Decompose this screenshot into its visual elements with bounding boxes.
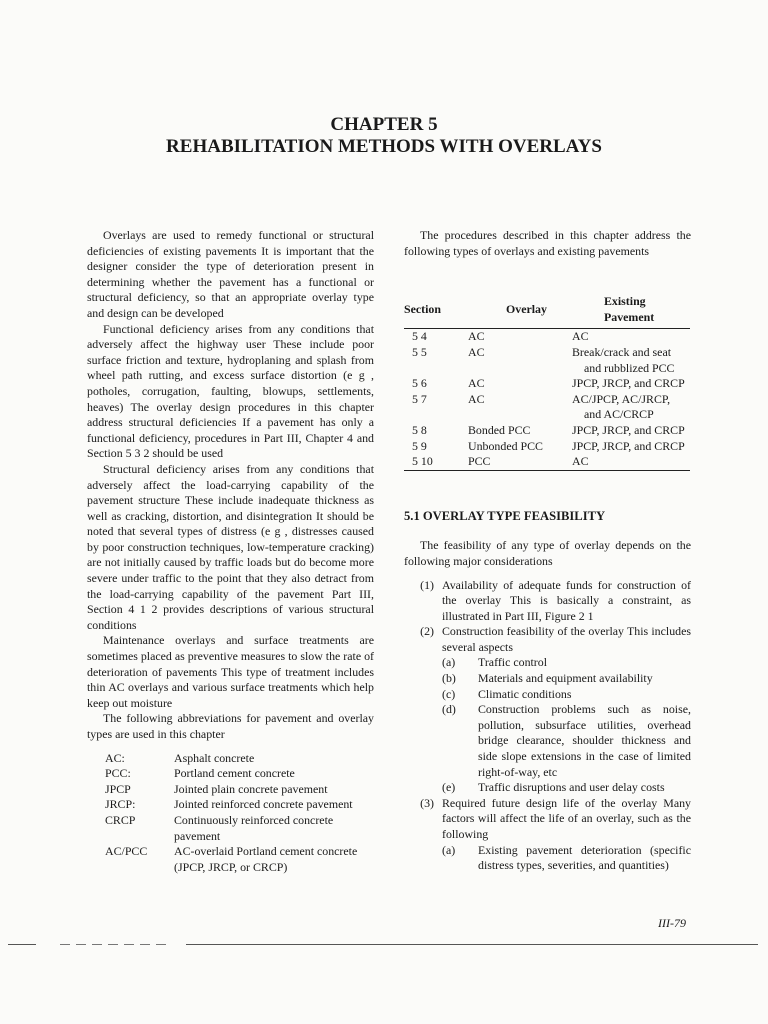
chapter-number: CHAPTER 5 [330, 114, 438, 135]
cell-section: 5 6 [412, 376, 427, 391]
considerations-list [404, 578, 691, 874]
abbreviation-definition: Jointed plain concrete pavement [174, 781, 328, 796]
sub-item [442, 702, 691, 780]
abbreviation-definition: Asphalt concrete [174, 750, 255, 765]
cell-section: 5 9 [412, 438, 427, 453]
cell-existing [572, 329, 690, 345]
list-item-content [442, 796, 691, 874]
table-row [404, 439, 690, 455]
cell-existing-line: JPCP, JRCP, and CRCP [572, 438, 685, 453]
page-number: III-79 [658, 916, 686, 930]
cell-existing-line: JPCP, JRCP, and CRCP [572, 376, 685, 391]
list-item-text: Availability of adequate funds for construction of the overlay This is basically a constraint, as illustrated in Part III, Figure 2 1 [442, 577, 691, 623]
cell-existing [572, 376, 690, 392]
abbreviation-row [87, 782, 374, 798]
sub-item-text: Construction problems such as noise, pollution, subsurface utilities, overhead bridge clearance, shoulder thickness and side slope extensions in the case of limited right-of-way, etc [478, 702, 691, 779]
list-item [404, 796, 691, 874]
table-row [404, 454, 690, 470]
paragraph: Structural deficiency arises from any conditions that adversely affect the load-carrying capability of the pavement structure These include inadequate thickness as well as cracking, distortion, and disintegration It should be noted that several types of distress (e g , distresses caused by poor construction techniques, low-temperature cracking) are not initially caused by traffic loads but do become more severe under traffic to the point that they also detract from the load-carrying capability of the pavement Part III, Section 4 1 2 provides descriptions of various structural conditions [87, 461, 374, 632]
cell-overlay: AC [468, 329, 485, 344]
cell-overlay: Bonded PCC [468, 422, 531, 437]
paragraph: The following abbreviations for pavement and overlay types are used in this chapter [87, 711, 374, 741]
cell-existing-line: AC [572, 454, 589, 469]
cell-section: 5 5 [412, 344, 427, 359]
cell-existing-line: AC [572, 329, 589, 344]
sub-item [442, 780, 691, 796]
sub-item-number: (b) [442, 671, 456, 686]
table-row [404, 345, 690, 376]
list-item-text: Required future design life of the overlay Many factors will affect the life of an overlay, such as the following [442, 795, 691, 841]
column-header-overlay: Overlay [468, 294, 572, 329]
abbreviation-code: PCC: [105, 766, 131, 781]
cell-overlay: Unbonded PCC [468, 438, 543, 453]
list-item [404, 624, 691, 796]
abbreviation-code: AC/PCC [105, 844, 148, 859]
abbreviation-definition: Jointed reinforced concrete pavement [174, 797, 353, 812]
sub-item-number: (e) [442, 780, 456, 795]
sub-item-number: (a) [442, 842, 456, 857]
abbreviation-code: CRCP [105, 812, 136, 827]
cell-existing [572, 423, 690, 439]
scan-artifact-line [186, 944, 758, 945]
sub-item-text: Climatic conditions [478, 686, 572, 701]
table-header-row [404, 294, 690, 329]
cell-overlay: AC [468, 344, 485, 359]
abbreviation-list [87, 751, 374, 876]
cell-overlay: PCC [468, 454, 491, 469]
sub-item [442, 687, 691, 703]
table-row [404, 392, 690, 423]
abbreviation-row [87, 797, 374, 813]
table-row [404, 423, 690, 439]
list-item-number: (2) [420, 624, 434, 639]
sub-item-text: Materials and equipment availability [478, 671, 653, 686]
list-item-number: (3) [420, 795, 434, 810]
sub-item-text: Existing pavement deterioration (specific distress types, severities, and quantities) [478, 842, 691, 873]
paragraph: The feasibility of any type of overlay depends on the following major considerations [404, 538, 691, 568]
sub-item-text: Traffic control [478, 655, 548, 670]
abbreviation-row [87, 844, 374, 875]
abbreviation-definition: Continuously reinforced concrete pavement [174, 812, 334, 843]
paragraph: Functional deficiency arises from any conditions that adversely affect the highway user These include poor surface friction and texture, hydroplaning and splash from wheel path rutting, and excess surface distortion (e g , potholes, corrugation, faulting, blowups, settlements, heaves) The overlay design procedures in this chapter address structural deficiencies If a pavement has only a functional deficiency, procedures in Part III, Chapter 4 and Section 5 3 2 should be used [87, 321, 374, 461]
column-header-existing-pavement: Existing Pavement [572, 294, 690, 329]
abbreviation-definition: AC-overlaid Portland cement concrete (JPCP, JRCP, or CRCP) [174, 844, 358, 874]
list-item-number: (1) [420, 577, 434, 592]
abbreviation-code: JPCP [105, 781, 131, 796]
cell-section: 5 7 [412, 391, 427, 406]
sub-item [442, 671, 691, 687]
table-row [404, 376, 690, 392]
sub-item-number: (a) [442, 655, 456, 670]
list-item-content [442, 624, 691, 796]
left-column [87, 228, 374, 875]
cell-existing [572, 454, 690, 470]
scan-artifact-line [60, 944, 172, 945]
abbreviation-row [87, 751, 374, 767]
abbreviation-code: AC: [105, 750, 125, 765]
abbreviation-row [87, 766, 374, 782]
cell-existing-line: Break/crack and seat [572, 344, 672, 359]
cell-section: 5 4 [412, 329, 427, 344]
cell-existing [572, 345, 690, 376]
cell-existing [572, 392, 690, 423]
abbreviation-code: JRCP: [105, 797, 136, 812]
chapter-heading [0, 114, 768, 158]
sub-item-number: (d) [442, 702, 456, 717]
paragraph: Maintenance overlays and surface treatments are sometimes placed as preventive measures to slow the rate of deterioration of pavements This type of treatment includes thin AC overlays and various surface treatments which help keep out moisture [87, 633, 374, 710]
sub-item-text: Traffic disruptions and user delay costs [478, 780, 665, 795]
sub-item [442, 655, 691, 671]
overlay-table [404, 294, 690, 471]
cell-existing-line: and rubblized PCC [584, 360, 675, 375]
cell-section: 5 10 [412, 454, 433, 469]
paragraph: Overlays are used to remedy functional or structural deficiencies of existing pavements It is important that the designer consider the type of deterioration present in determining whether the pavement has a functional or structural deficiency, so that an appropriate overlay type and design can be developed [87, 228, 374, 320]
list-item [404, 578, 691, 625]
abbreviation-definition: Portland cement concrete [174, 766, 295, 781]
list-item-text: Construction feasibility of the overlay This includes several aspects [442, 624, 691, 654]
paragraph: The procedures described in this chapter address the following types of overlays and existing pavements [404, 228, 691, 258]
sub-item [442, 843, 691, 874]
right-column [404, 228, 691, 874]
cell-overlay: AC [468, 391, 485, 406]
cell-existing [572, 439, 690, 455]
cell-existing-line: JPCP, JRCP, and CRCP [572, 422, 685, 437]
column-header-section: Section [404, 294, 468, 329]
abbreviation-row [87, 813, 374, 844]
section-heading: 5.1 OVERLAY TYPE FEASIBILITY [404, 508, 606, 523]
cell-section: 5 8 [412, 422, 427, 437]
cell-existing-line: AC/JPCP, AC/JRCP, [572, 391, 671, 406]
sub-item-number: (c) [442, 686, 456, 701]
table-bottom-rule [404, 470, 690, 471]
table-row [404, 329, 690, 345]
chapter-title: REHABILITATION METHODS WITH OVERLAYS [166, 136, 602, 157]
scan-artifact-line [8, 944, 36, 945]
cell-overlay: AC [468, 376, 485, 391]
cell-existing-line: and AC/CRCP [584, 407, 654, 422]
